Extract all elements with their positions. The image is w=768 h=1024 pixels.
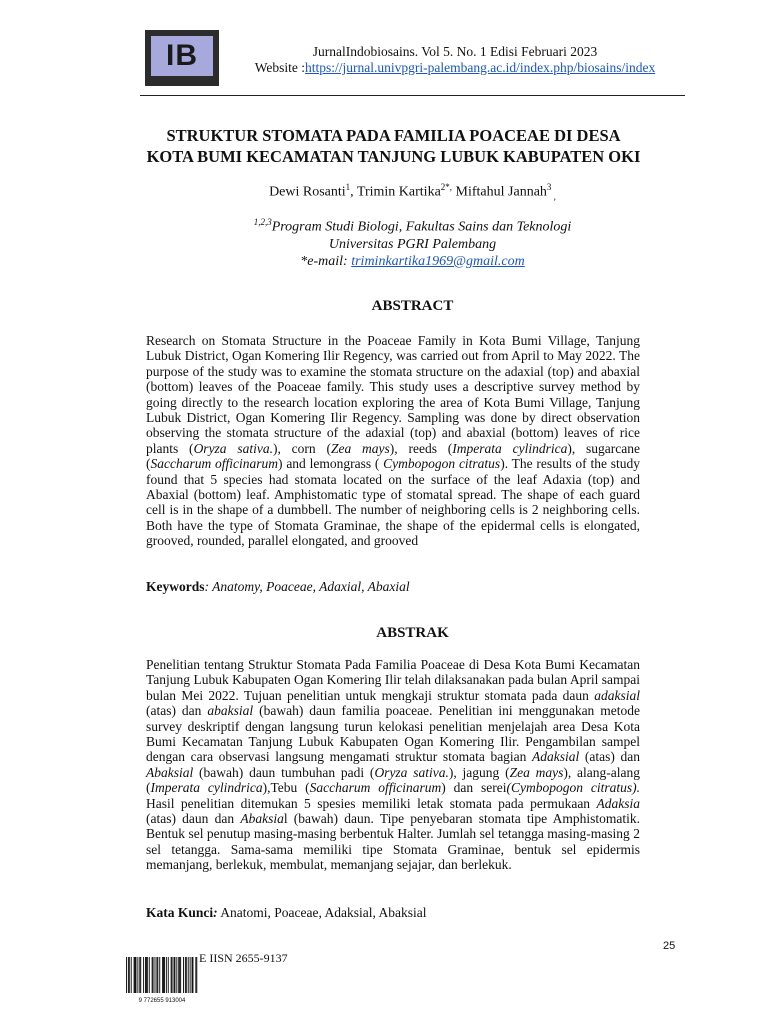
barcode-bar xyxy=(153,957,154,993)
author-tail: , xyxy=(551,191,556,202)
website-link[interactable]: https://jurnal.univpgri-palembang.ac.id/index.php/biosains/index xyxy=(305,60,656,75)
paper-title-line-1: STRUKTUR STOMATA PADA FAMILIA POACEAE DI DESA xyxy=(166,126,621,145)
issn-text: E IISN 2655-9137 xyxy=(199,951,288,965)
barcode-bar xyxy=(174,957,175,993)
affiliation xyxy=(140,214,685,270)
barcode-bar xyxy=(172,957,173,993)
keywords-value: : Anatomy, Poaceae, Adaxial, Abaxial xyxy=(204,579,410,594)
kata-kunci-label: Kata Kunci xyxy=(146,905,214,920)
barcode-bar xyxy=(195,957,196,993)
header-divider xyxy=(140,95,685,96)
barcode-bar xyxy=(190,957,191,993)
author-1: Dewi Rosanti xyxy=(269,184,346,200)
barcode-bar xyxy=(134,957,135,993)
author-3-affil: 3 xyxy=(546,182,552,192)
keywords xyxy=(146,579,640,595)
barcode-bar xyxy=(145,957,146,993)
barcode-bar xyxy=(136,957,137,993)
barcode-bar xyxy=(185,957,186,993)
author-2: , Trimin Kartika xyxy=(350,184,441,200)
barcode-bar xyxy=(174,957,175,993)
barcode-bar xyxy=(146,957,147,993)
abstrak-heading: ABSTRAK xyxy=(376,625,449,641)
kata-kunci-colon: : xyxy=(213,905,218,920)
barcode-bar xyxy=(128,957,129,993)
barcode-bar xyxy=(147,957,148,993)
barcode-bar xyxy=(129,957,130,993)
barcode-bar xyxy=(143,957,144,993)
barcode-bar xyxy=(156,957,157,993)
paper-title-line-2: KOTA BUMI KECAMATAN TANJUNG LUBUK KABUPATEN OKI xyxy=(146,147,641,166)
email-link[interactable]: triminkartika1969@gmail.com xyxy=(351,253,525,269)
keywords-label: Keywords xyxy=(146,579,205,594)
journal-logo-text: IB xyxy=(151,36,213,76)
affiliation-line-2: Universitas PGRI Palembang xyxy=(328,236,497,252)
barcode-bar xyxy=(137,957,138,993)
barcode-bar xyxy=(135,957,136,993)
barcode-bar xyxy=(166,957,167,993)
barcode-bar xyxy=(157,957,158,993)
page-number: 25 xyxy=(663,940,676,952)
journal-logo xyxy=(145,30,219,86)
kata-kunci-value: Anatomi, Poaceae, Adaksial, Abaksial xyxy=(217,905,427,920)
email-label: *e-mail: xyxy=(300,253,352,269)
author-list xyxy=(140,182,685,201)
website-label: Website : xyxy=(254,60,306,75)
paper-title xyxy=(100,125,687,167)
barcode-bar xyxy=(186,957,187,993)
affiliation-sup: 1,2,3 xyxy=(253,217,272,227)
barcode-bar xyxy=(159,957,160,993)
journal-citation: JurnalIndobiosains. Vol 5. No. 1 Edisi Februari 2023 xyxy=(312,44,598,59)
barcode-bar xyxy=(126,957,127,993)
barcode-bar xyxy=(162,957,163,993)
barcode-bar xyxy=(163,957,164,993)
barcode-bar xyxy=(193,957,194,993)
barcode-bar xyxy=(179,957,180,993)
barcode-bar xyxy=(196,957,197,993)
barcode-bar xyxy=(180,957,181,993)
barcode-bar xyxy=(131,957,132,993)
barcode-bar xyxy=(140,957,141,993)
abstract-text: Research on Stomata Structure in the Poaceae Family in Kota Bumi Village, Tanjung Lubuk District, Ogan Komering Ilir Regency, was carried out from April to May 2022. The purpose of the study was to examine the stomata structure on the adaxial (top) and abaxial (bottom) leaves of the Poaceae family. This study uses a descriptive survey method by going directly to the research location exploring the area of Kota Bumi Village, Tanjung Lubuk District, Ogan Komering Ilir Regency. Sampling was done by direct observation observing the stomata structure of the adaxial (top) and abaxial (bottom) leaves of rice plants (Oryza sativa.), corn (Zea mays), reeds (Imperata cylindrica), sugarcane (Saccharum officinarum) and lemongrass ( Cymbopogon citratus). The results of the study found that 5 species had stomata located on the surface of the leaf Adaxia (top) and Abaxial (bottom) leaf. Amphistomatic type of stomatal spread. The shape of each guard cell is in the shape of a dumbbell. The number of neighboring cells is 2 neighboring cells. Both have the type of Stomata Graminae, the shape of the epidermal cells is elongated, grooved, rounded, parallel elongated, and grooved xyxy=(146,333,640,549)
barcode-bar xyxy=(183,957,184,993)
barcode-bar xyxy=(149,957,150,993)
author-3: Miftahul Jannah xyxy=(452,184,547,200)
barcode-bar xyxy=(155,957,156,993)
abstract-heading: ABSTRACT xyxy=(371,298,454,314)
barcode-bar xyxy=(171,957,172,993)
kata-kunci xyxy=(146,905,640,921)
author-1-affil: 1 xyxy=(345,182,351,192)
journal-website xyxy=(225,60,685,76)
barcode-bar xyxy=(188,957,189,993)
barcode-bar xyxy=(178,957,179,993)
barcode-bar xyxy=(139,957,140,993)
barcode-image xyxy=(122,957,202,1003)
affiliation-line-1: $^{1,2,3}$Program Studi Biologi, Fakultas Sains dan Teknologi xyxy=(253,217,572,235)
author-2-affil: 2*, xyxy=(440,182,453,192)
abstrak-text: Penelitian tentang Struktur Stomata Pada Familia Poaceae di Desa Kota Bumi Kecamatan Tanjung Lubuk Kabupaten Ogan Komering Ilir telah dilaksanakan pada bulan April sampai bulan Mei 2022. Tujuan penelitian untuk mengkaji struktur stomata pada daun adaksial (atas) dan abaksial (bawah) daun familia poaceae. Penelitian ini menggunakan metode survey deskriptif dengan langsung turun kelokasi penelitian menjelajah area Desa Kota Bumi Kecamatan Tanjung Lubuk Kabupaten Ogan Komering Ilir. Pengambilan sampel dengan cara observasi langsung mengamati struktur stomata bagian Adaksial (atas) dan Abaksial (bawah) daun tumbuhan padi (Oryza sativa.), jagung (Zea mays), alang-alang (Imperata cylindrica),Tebu (Saccharum officinarum) dan serei(Cymbopogon citratus). Hasil penelitian ditemukan 5 spesies memiliki letak stomata pada permukaan Adaksia (atas) daun dan Abaksial (bawah) daun. Tipe penyebaran stomata tipe Amphistomatik. Bentuk sel penutup masing-masing berbentuk Halter. Jumlah sel tetangga masing-masing 2 sel tetangga. Sama-sama memiliki tipe Stomata Graminae, bentuk sel epidermis memanjang, berlekuk, membulat, memanjang sejajar, dan berlekuk. xyxy=(146,657,640,873)
email-line xyxy=(140,253,685,270)
journal-header xyxy=(225,44,685,76)
barcode-bar xyxy=(152,957,153,993)
barcode-digits: 9 772655 913004 xyxy=(138,998,186,1003)
barcode-bar xyxy=(164,957,165,993)
barcode-bar xyxy=(176,957,177,993)
barcode-bar xyxy=(192,957,193,993)
barcode-bar xyxy=(168,957,169,993)
